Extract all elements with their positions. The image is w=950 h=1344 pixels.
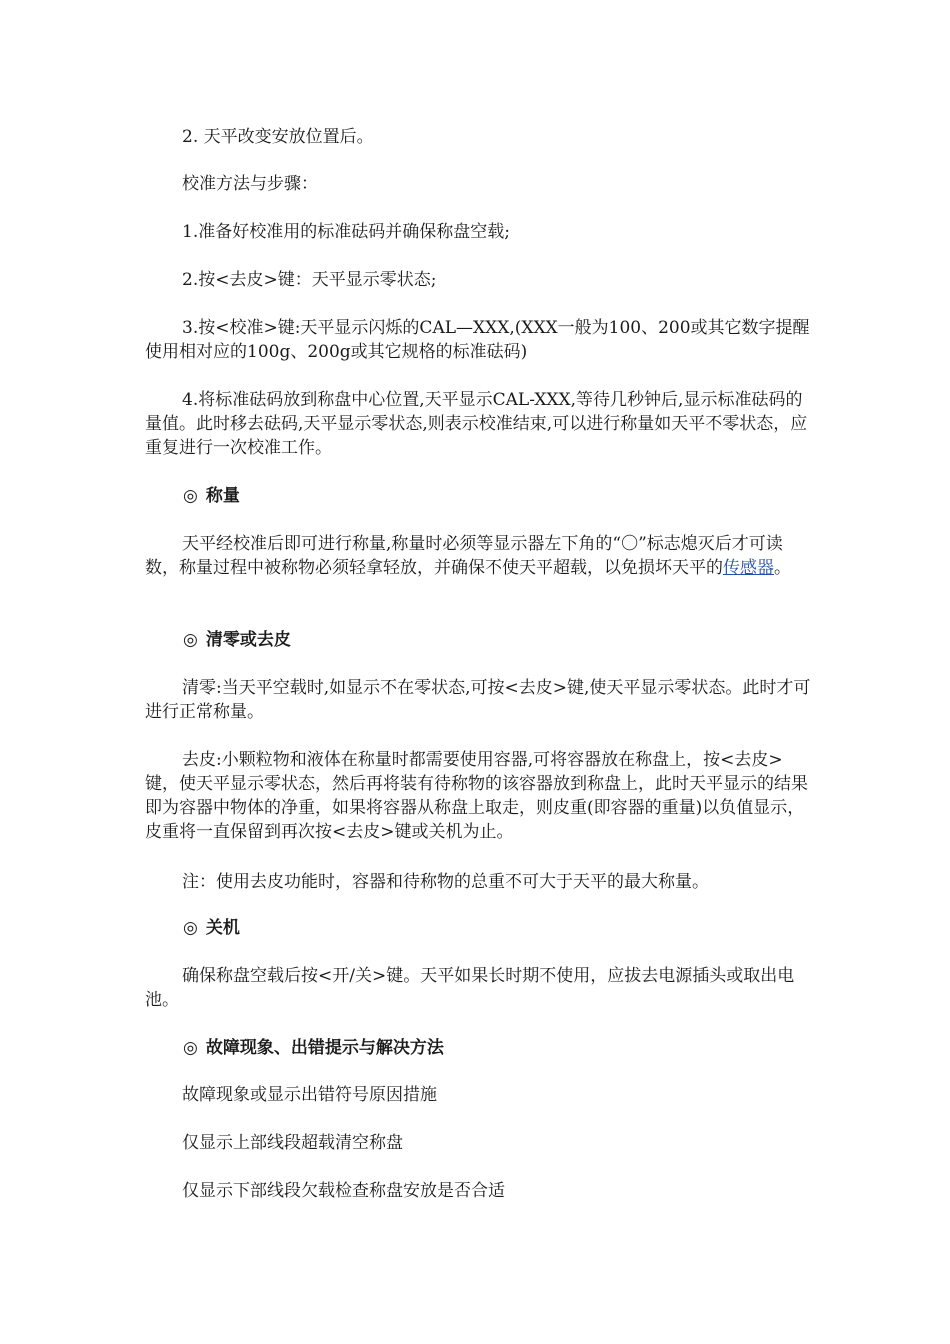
heading-zero-tare-label: 清零或去皮 — [205, 630, 291, 650]
heading-fault — [183, 1036, 444, 1060]
sensor-link[interactable]: 传感器 — [723, 558, 774, 578]
heading-weigh-label: 称量 — [205, 486, 240, 506]
paragraph-step-2: 2.按<去皮>键：天平显示零状态; — [182, 270, 437, 290]
weighing-text-end: 。 — [774, 558, 791, 578]
paragraph-step-4: 4.将标准砝码放到称盘中心位置,天平显示CAL-XXX,等待几秒钟后,显示标准砝码的量值。此时移去砝码,天平显示零状态,则表示校准结束,可以进行称量如天平不零状态，应重复进行一次校准工作。 — [145, 390, 808, 458]
heading-power-off — [183, 916, 240, 940]
paragraph-reposition: 2. 天平改变安放位置后。 — [182, 127, 374, 147]
paragraph-note: 注：使用去皮功能时，容器和待称物的总重不可大于天平的最大称量。 — [182, 872, 709, 892]
paragraph-step-1: 1.准备好校准用的标准砝码并确保称盘空载; — [182, 222, 510, 242]
bullet-icon: ◎ — [183, 630, 198, 650]
paragraph-fault-overload: 仅显示上部线段超载清空称盘 — [182, 1133, 403, 1153]
weighing-text: 天平经校准后即可进行称量,称量时必须等显示器左下角的“〇”标志熄灭后才可读数，称量过程中被称物必须轻拿轻放，并确保不使天平超载，以免损坏天平的 — [145, 534, 783, 578]
paragraph-weighing — [145, 532, 813, 580]
heading-power-off-label: 关机 — [205, 918, 240, 938]
paragraph-fault-underload: 仅显示下部线段欠载检查称盘安放是否合适 — [182, 1181, 505, 1201]
paragraph-power-off: 确保称盘空载后按<开/关>键。天平如果长时期不使用，应拔去电源插头或取出电池。 — [145, 966, 795, 1010]
heading-zero-tare — [183, 628, 291, 652]
heading-weigh — [183, 484, 240, 508]
bullet-icon: ◎ — [183, 1038, 198, 1058]
bullet-icon: ◎ — [183, 918, 198, 938]
paragraph-tare: 去皮:小颗粒物和液体在称量时都需要使用容器,可将容器放在称盘上，按<去皮>键，使天平显示零状态，然后再将装有待称物的该容器放到称盘上，此时天平显示的结果即为容器中物体的净重，如果将容器从称盘上取走，则皮重(即容器的重量)以负值显示，皮重将一直保留到再次按<去皮>键或关机为止。 — [145, 750, 808, 842]
heading-fault-label: 故障现象、出错提示与解决方法 — [205, 1038, 444, 1058]
paragraph-fault-header: 故障现象或显示出错符号原因措施 — [182, 1085, 437, 1105]
bullet-icon: ◎ — [183, 486, 198, 506]
paragraph-zero: 清零:当天平空载时,如显示不在零状态,可按<去皮>键,使天平显示零状态。此时才可进行正常称量。 — [145, 678, 811, 722]
paragraph-calibration-title: 校准方法与步骤： — [182, 174, 318, 194]
paragraph-step-3: 3.按<校准>键:天平显示闪烁的CAL—XXX,(XXX一般为100、200或其它数字提醒使用相对应的100g、200g或其它规格的标准砝码) — [145, 318, 810, 362]
